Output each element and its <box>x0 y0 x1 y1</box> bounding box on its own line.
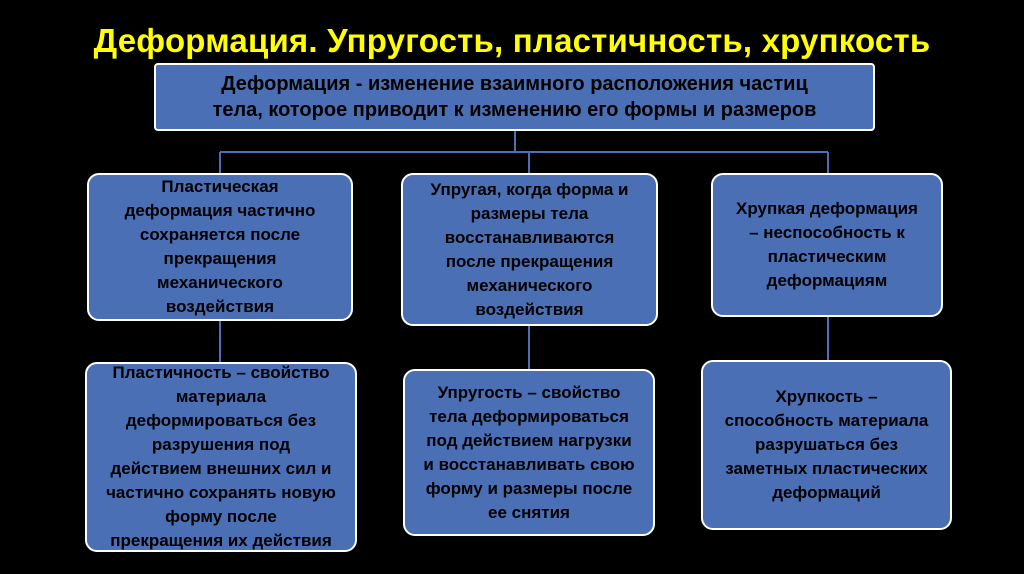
brittleness-text: Хрупкость – способность материала разрушаться без заметных пластических деформаций <box>724 387 929 502</box>
deformation-definition-box <box>154 63 875 131</box>
elasticity-box <box>403 369 655 536</box>
deformation-definition-text: Деформация - изменение взаимного расположения частиц тела, которое приводит к изменению его формы и размеров <box>212 73 817 121</box>
brittle-deformation-box <box>711 173 943 317</box>
brittleness-box <box>701 360 952 530</box>
plastic-deformation-text: Пластическая деформация частично сохраняется после прекращения механического воздействия <box>124 177 316 316</box>
elasticity-text: Упругость – свойство тела деформироваться под действием нагрузки и восстанавливать свою форму и размеры после ее снятия <box>423 382 635 522</box>
page-title: Деформация. Упругость, пластичность, хрупкость <box>93 22 931 59</box>
plasticity-text: Пластичность – свойство материала деформироваться без разрушения под действием внешних сил и частично сохранять новую форму после прекращения их действия <box>106 363 336 550</box>
elastic-deformation-text: Упругая, когда форма и размеры тела восстанавливаются после прекращения механического воздействия <box>430 179 629 319</box>
plastic-deformation-box <box>87 173 353 321</box>
elastic-deformation-box <box>401 173 658 326</box>
plasticity-box <box>85 362 357 552</box>
brittle-deformation-text: Хрупкая деформация – неспособность к пластическим деформациям <box>736 199 918 290</box>
